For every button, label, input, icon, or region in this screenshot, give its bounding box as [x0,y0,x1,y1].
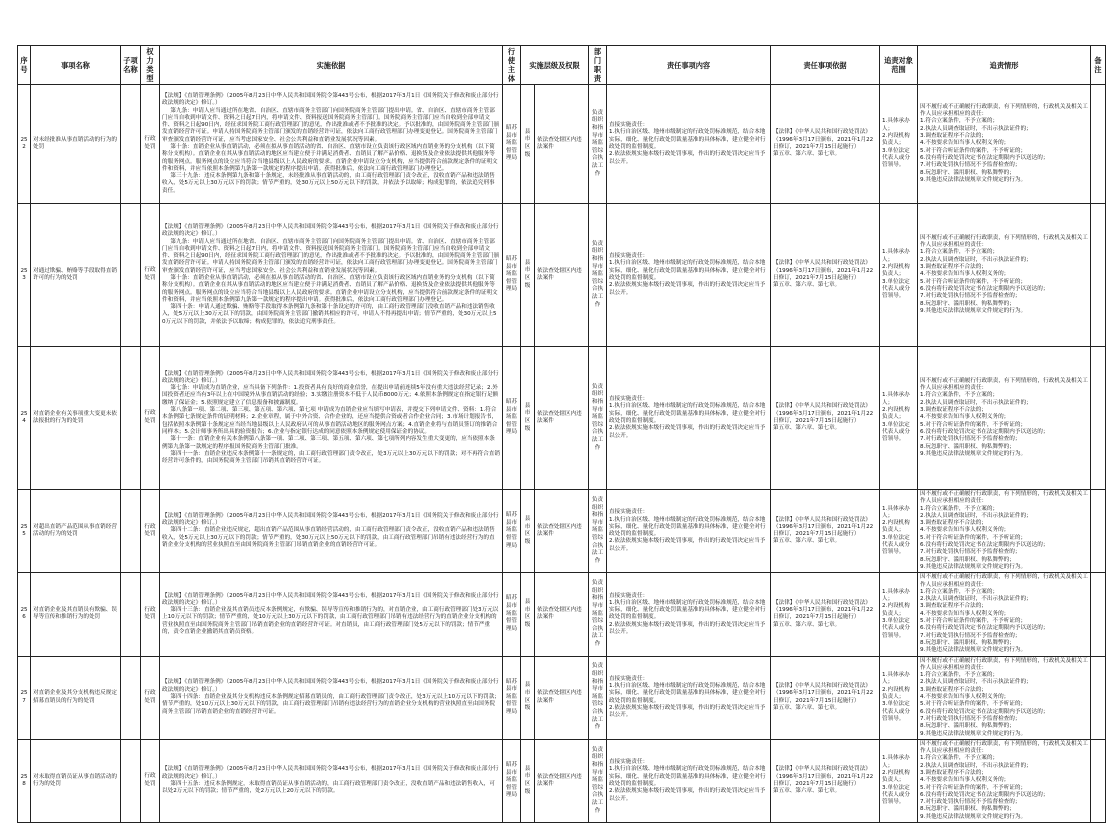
row-account-scope: 1.具体承办人； 2.内设机构负责人； 3.单位法定代表人或分管领导。 [880,490,918,573]
row-resp-content-line: 2.依法依规实施本级行政处罚事项，作出的行政处罚决定应当予以公开。 [609,704,766,719]
row-note [1091,347,1106,490]
row-basis-line: 【法规】《直销管理条例》（2005年8月23日中华人民共和国国务院令第443号公布，根据2017年3月1日《国务院关于修改和废止部分行政法规的决定》修订。） [162,223,499,238]
row-account-situation-line: 7.对行政处罚执行情况不予监督检查的； [920,632,1021,639]
row-seq: 254 [18,347,31,490]
row-dept: 负责组织和指导市场监管综合执法工作 [589,85,607,204]
row-account-situation-line: 6.没有将行政处罚决定书在法定期限内予以送达的； [920,542,1049,549]
row-account-situation-line: 4.不按要求告知当事人权利义务的； [920,271,1010,278]
row-basis-line: 【法规】《直销管理条例》（2005年8月23日中华人民共和国国务院令第443号公布，根据2017年3月1日《国务院关于修改和废止部分行政法规的决定》修订。） [162,512,499,527]
row-resp-content-line: 2.依法依规实施本级行政处罚事项，作出的行政处罚决定应当予以公开。 [609,151,766,165]
row-resp-basis: 【法律】《中华人民共和国行政处罚法》（1996年3月17日颁布，2021年1月22日修订，2021年7月15日起施行） 第五章、第六章、第七章。 [771,347,880,490]
row-resp-basis: 【法律】《中华人民共和国行政处罚法》（1996年3月17日颁布，2021年1月22日修订，2021年7月15日起施行） 第五章、第六章、第七章。 [771,204,880,347]
row-level-col: 县市区级 [521,204,535,347]
header-account-situation: 追责情形 [918,46,1091,85]
row-account-situation-line: 因不履行或不正确履行行政职责，有下列情形的，行政机关及相关工作人员应承担相应的责任： [920,491,1088,505]
row-seq: 253 [18,204,31,347]
row-account-situation-line: 因不履行或不正确履行行政职责，有下列情形的，行政机关及相关工作人员应承担相应的责任： [920,377,1088,392]
row-resp-content [607,85,771,204]
row-account-situation-line: 3.调查取证程序不合法的； [920,603,987,610]
row-account-situation [918,347,1091,490]
row-resp-content-line: 直接实施责任： [609,592,649,599]
row-subject: 昭苏县市场监督管理局 [503,573,521,656]
row-account-situation-line: 5.对于符合听证条件的案件，不予听证的； [920,534,1027,541]
row-power-type: 行政处罚 [141,347,160,490]
row-item-name: 对未取得直销员证从事直销活动的行为的处罚 [31,739,121,822]
row-account-situation-line: 2.执法人员调查取证时，不出示执法证件的； [920,596,1032,603]
row-resp-content-line: 1.执行自治区级、地州市级制定的行政处罚标准规范，结合本地实际，细化、量化行政处罚裁量基准的具体标准，建立健全对行政处罚的监督制度。 [609,516,766,538]
row-level-detail: 依法查处辖区内违法案件 [535,573,589,656]
header-level: 实施层级及权限 [521,46,589,85]
row-resp-content-line: 2.依法依规实施本级行政处罚事项，作出的行政处罚决定应当予以公开。 [609,282,766,296]
row-resp-content-line: 1.执行自治区级、地州市级制定的行政处罚标准规范，结合本地实际，细化、量化行政处罚裁量基准的具体标准，建立健全对行政处罚的监督制度。 [609,403,766,424]
row-account-situation-line: 1.符合立案条件，不予立案的； [920,588,999,595]
row-basis-line: 第四十五条：违反本条例规定，未取得直销员证从事直销活动的，由工商行政管理部门责令改正，没收直销产品和违法销售收入，可以处2万元以下的罚款；情节严重的，处2万元以上20万元以下的罚款。 [162,780,495,795]
row-item-name: 对通过欺骗、贿赂等手段取得直销许可的行为的处罚 [31,204,121,347]
row-item-name: 对直销企业有关事项重大变更未依法报批的行为的处罚 [31,347,121,490]
row-account-situation-line: 8.玩忽职守、滥用职权、徇私舞弊的； [920,169,1015,176]
row-dept: 负责组织和指导市场监管综合执法工作 [589,656,607,739]
row-account-situation-line: 9.其他违反法律法规规章文件规定的行为。 [920,563,1027,570]
row-level-col: 县市区级 [521,656,535,739]
row-basis-line: 【法规】《直销管理条例》（2005年8月23日中华人民共和国国务院令第443号公布，根据2017年3月1日《国务院关于修改和废止部分行政法规的决定》修订。） [162,766,499,780]
row-account-situation-line: 6.没有将行政处罚决定书在法定期限内予以送达的； [920,708,1049,715]
row-account-situation-line: 8.玩忽职守、滥用职权、徇私舞弊的； [920,723,1015,730]
row-resp-content [607,656,771,739]
row-basis-line: 第十条：直销企业从事直销活动，必须在拟从事直销活动的省、自治区、直辖市设立负责该行政区域内直销业务的分支机构（以下简称分支机构）。直销企业在其从事直销活动的地区应当建立便于并满足消费者、直销员了解产品价格、退换货及企业依法提供其他服务等的服务网点。服务网点的设立应当符合当地县级以上人民政府的要求。直销企业申请设立分支机构，应当提供符合前款规定条件的证明文件和资料，并应当依照本条例第九条第一款规定的程序提出申请。获得批准后，依法向工商行政管理部门办理登记。 [162,275,498,303]
row-note [1091,656,1106,739]
row-item-name: 对直销企业及其分支机构违反规定招募直销员的行为的处罚 [31,656,121,739]
row-account-situation-line: 4.不按要求告知当事人权利义务的； [920,527,1010,534]
row-account-situation-line: 3.调查取证程序不合法的； [920,264,987,271]
row-account-situation-line: 1.符合立案条件，不予立案的； [920,249,999,256]
row-account-situation-line: 9.其他违反法律法规规章文件规定的行为。 [920,730,1027,737]
row-account-situation [918,739,1091,822]
row-account-situation-line: 2.执法人员调查取证时，不出示执法证件的； [920,679,1032,686]
row-note [1091,739,1106,822]
row-level-col: 县市区级 [521,347,535,490]
row-basis-line: 第三十九条：违反本条例第九条和第十条规定，未经批准从事直销活动的，由工商行政管理部门责令改正，没收直销产品和违法销售收入，处5万元以上30万元以下的罚款；情节严重的，处30万元以上50万元以下的罚款，并依法予以取缔；构成犯罪的，依法追究刑事责任。 [162,173,495,194]
row-resp-content-line: 1.执行自治区级、地州市级制定的行政处罚标准规范，结合本地实际，细化、量化行政处罚裁量基准的具体标准，建立健全对行政处罚的监督制度。 [609,260,766,281]
row-level-col: 县市区级 [521,490,535,573]
row-account-situation-line: 8.玩忽职守、滥用职权、徇私舞弊的； [920,300,1015,307]
row-account-situation-line: 7.对行政处罚执行情况不予监督检查的； [920,436,1021,443]
row-account-situation-line: 9.其他违反法律法规规章文件规定的行为。 [920,176,1027,183]
row-subject: 昭苏县市场监督管理局 [503,656,521,739]
row-resp-content-line: 1.执行自治区级、地州市级制定的行政处罚标准规范，结合本地实际，细化、量化行政处罚裁量基准的具体标准，建立健全对行政处罚的监督制度。 [609,599,766,621]
row-level-detail: 依法查处辖区内违法案件 [535,739,589,822]
row-account-situation [918,656,1091,739]
row-account-situation-line: 7.对行政处罚执行情况不予监督检查的； [920,549,1021,556]
row-resp-content-line: 直接实施责任： [609,396,649,403]
row-account-situation-line: 9.其他违反法律法规规章文件规定的行为。 [920,647,1027,654]
row-resp-content [607,573,771,656]
table-header-row [18,46,1106,85]
header-power-type: 权力类型 [141,46,160,85]
row-account-situation-line: 8.玩忽职守、滥用职权、徇私舞弊的； [920,443,1015,450]
row-resp-content-line: 2.依法依规实施本级行政处罚事项，作出的行政处罚决定应当予以公开。 [609,425,766,439]
row-resp-content-line: 1.执行自治区级、地州市级制定的行政处罚标准规范，结合本地实际，细化、量化行政处罚裁量基准的具体标准，建立健全对行政处罚的监督制度。 [609,129,766,150]
row-account-scope: 1.具体承办人； 2.内设机构负责人； 3.单位法定代表人或分管领导。 [880,204,918,347]
row-level-detail: 依法查处辖区内违法案件 [535,490,589,573]
row-sub-item [121,490,141,573]
row-resp-content [607,739,771,822]
row-level-col: 县市区级 [521,573,535,656]
row-account-situation-line: 6.没有将行政处罚决定书在法定期限内予以送达的； [920,285,1049,292]
row-level-col: 县市区级 [521,739,535,822]
row-account-situation-line: 2.执法人员调查取证时，不出示执法证件的； [920,762,1032,769]
row-account-situation-line: 3.调查取证程序不合法的； [920,769,987,776]
row-account-situation-line: 因不履行或不正确履行行政职责，有下列情形的，行政机关及相关工作人员应承担相应的责任： [920,103,1088,118]
row-dept: 负责组织和指导市场监管综合执法工作 [589,204,607,347]
row-level-detail: 依法查处辖区内违法案件 [535,656,589,739]
row-account-situation-line: 1.符合立案条件，不予立案的； [920,672,999,679]
header-sub-item: 子项名称 [121,46,141,85]
row-basis-line: 第四十二条：直销企业违反规定，超出直销产品范围从事直销经营活动的，由工商行政管理部门责令改正，没收直销产品和违法销售收入，处5万元以上30万元以下的罚款；情节严重的，处30万元以上50万元以下的罚款，由工商行政管理部门吊销有违法经营行为的直销企业分支机构的营业执照直至由国务院商务主管部门吊销直销企业的直销经营许可证。 [162,527,495,549]
row-account-situation-line: 2.执法人员调查取证时，不出示执法证件的； [920,399,1032,406]
row-resp-content [607,347,771,490]
row-account-situation-line: 3.调查取证程序不合法的； [920,407,987,414]
row-note [1091,573,1106,656]
row-account-situation-line: 1.符合立案条件，不予立案的； [920,118,999,125]
row-power-type: 行政处罚 [141,656,160,739]
table-row [18,204,1106,347]
row-basis-line: 第四十四条：直销企业及其分支机构违反本条例规定招募直销员的，由工商行政管理部门责令改正，处3万元以上10万元以下的罚款；情节严重的，处10万元以上30万元以下的罚款，由工商行政管理部门吊销有违法经营行为的直销企业分支机构的营业执照直至由国务院商务主管部门吊销直销企业的直销经营许可证。 [162,694,500,715]
table-row [18,85,1106,204]
row-resp-content-line: 直接实施责任： [609,675,649,682]
row-account-situation-line: 9.其他违反法律法规规章文件规定的行为。 [920,813,1027,820]
row-account-situation-line: 1.符合立案条件，不予立案的； [920,755,999,762]
row-account-situation-line: 2.执法人员调查取证时，不出示执法证件的； [920,256,1032,263]
row-resp-basis: 【法律】《中华人民共和国行政处罚法》（1996年3月17日颁布，2021年1月22日修订，2021年7月15日起施行） 第五章、第六章、第七章。 [771,739,880,822]
row-resp-content-line: 直接实施责任： [609,253,649,260]
row-level-detail: 依法查处辖区内违法案件 [535,85,589,204]
row-account-situation-line: 因不履行或不正确履行行政职责，有下列情形的，行政机关及相关工作人员应承担相应的责任： [920,740,1088,755]
row-resp-content-line: 直接实施责任： [609,759,649,766]
row-item-name: 对超出直销产品范围从事直销经营活动的行为的处罚 [31,490,121,573]
row-subject: 昭苏县市场监督管理局 [503,490,521,573]
row-account-situation-line: 6.没有将行政处罚决定书在法定期限内予以送达的； [920,154,1049,161]
row-note [1091,204,1106,347]
row-basis-line: 第七条：申请成为直销企业，应当具备下列条件：1.投资者具有良好的商业信誉，在提出申请前连续5年没有重大违法经营记录；2.外国投资者还应当有3年以上在中国境外从事直销活动的经验；3.实缴注册资本不低于人民币8000万元；4.依照本条例规定在指定银行足额缴纳了保证金；5.依照规定建立了信息报备和披露制度。 [162,385,499,406]
row-account-situation-line: 3.调查取证程序不合法的； [920,520,987,527]
row-sub-item [121,347,141,490]
table-row [18,656,1106,739]
row-account-situation-line: 4.不按要求告知当事人权利义务的； [920,694,1010,701]
row-account-scope: 1.具体承办人； 2.内设机构负责人； 3.单位法定代表人或分管领导。 [880,739,918,822]
row-resp-content-line: 2.依法依规实施本级行政处罚事项，作出的行政处罚决定应当予以公开。 [609,788,766,802]
table-row [18,573,1106,656]
row-basis-line: 第九条：申请人应当通过所在地省、自治区、直辖市商务主管部门向国务院商务主管部门提出申请。省、自治区、直辖市商务主管部门应当自收到申请文件、资料之日起7日内，将申请文件、资料报送国务院商务主管部门。国务院商务主管部门应当自收到全部申请文件、资料之日起90日内，经征求国务院工商行政管理部门的意见，作出批准或者不予批准的决定。予以批准的，由国务院商务主管部门颁发直销经营许可证。申请人持国务院商务主管部门颁发的直销经营许可证，依法向工商行政管理部门办理变更登记。国务院商务主管部门审查颁发直销经营许可证，应当考虑国家安全、社会公共利益和直销业发展状况等因素。 [162,238,500,274]
row-basis-line: 【法规】《直销管理条例》（2005年8月23日中华人民共和国国务院令第443号公布，根据2017年3月1日《国务院关于修改和废止部分行政法规的决定》修订。） [162,370,499,384]
row-resp-content-line: 1.执行自治区级、地州市级制定的行政处罚标准规范，结合本地实际，细化、量化行政处罚裁量基准的具体标准，建立健全对行政处罚的监督制度。 [609,683,766,704]
header-account-scope: 追责对象范围 [880,46,918,85]
row-account-situation-line: 3.调查取证程序不合法的； [920,686,987,693]
row-basis-line: 【法规】《直销管理条例》（2005年8月23日中华人民共和国国务院令第443号公布，根据2017年3月1日《国务院关于修改和废止部分行政法规的决定》修订。） [162,592,499,606]
header-resp-content: 责任事项内容 [607,46,771,85]
row-account-situation [918,490,1091,573]
row-account-situation-line: 6.没有将行政处罚决定书在法定期限内予以送达的； [920,625,1049,632]
header-note: 备注 [1091,46,1106,85]
row-account-situation-line: 8.玩忽职守、滥用职权、徇私舞弊的； [920,639,1015,646]
row-basis [160,490,503,573]
row-account-situation-line: 5.对于符合听证条件的案件，不予听证的； [920,147,1027,154]
row-basis-line: 第四十三条：直销企业及其直销员违反本条例规定，有欺骗、误导等宣传和推销行为的，对直销企业，由工商行政管理部门处3万元以上10万元以下的罚款；情节严重的，处10万元以上30万元以下的罚款，由工商行政管理部门吊销有违法经营行为的直销企业分支机构的营业执照直至由国务院商务主管部门吊销直销企业的直销经营许可证。对直销员，由工商行政管理部门处5万元以下的罚款；情节严重的，责令直销企业撤销其直销员资格。 [162,607,499,635]
row-basis-line: 【法规】《直销管理条例》（2005年8月23日中华人民共和国国务院令第443号公布，根据2017年3月1日《国务院关于修改和废止部分行政法规的决定》修订。） [162,92,499,107]
power-list-table [17,45,1106,823]
row-account-situation-line: 5.对于符合听证条件的案件，不予听证的； [920,421,1027,428]
row-basis-line: 第十一条：直销企业有关本条例第八条第一项、第二项、第三项、第五项、第六项、第七项所列内容发生重大变更的，应当依照本条例第九条第一款规定的程序报国务院商务主管部门批准。 [162,436,495,450]
row-resp-basis: 【法律】《中华人民共和国行政处罚法》（1996年3月17日颁布，2021年1月22日修订，2021年7月15日起施行） 第五章、第六章、第七章。 [771,656,880,739]
row-resp-content-line: 直接实施责任： [609,509,649,516]
row-basis-line: 第四十一条：直销企业违反本条例第十一条规定的，由工商行政管理部门责令改正，处3万元以上30万元以下的罚款；对不再符合直销经营许可条件的，由国务院商务主管部门吊销其直销经营许可证。 [162,450,500,465]
row-resp-content-line: 1.执行自治区级、地州市级制定的行政处罚标准规范，结合本地实际，细化、量化行政处罚裁量基准的具体标准，建立健全对行政处罚的监督制度。 [609,766,766,787]
row-dept: 负责组织和指导市场监管综合执法工作 [589,739,607,822]
row-account-situation-line: 7.对行政处罚执行情况不予监督检查的； [920,293,1021,300]
header-resp-basis: 责任事项依据 [771,46,880,85]
row-account-scope: 1.具体承办人； 2.内设机构负责人； 3.单位法定代表人或分管领导。 [880,347,918,490]
row-basis [160,85,503,204]
row-power-type: 行政处罚 [141,85,160,204]
row-resp-content [607,490,771,573]
row-account-situation-line: 因不履行或不正确履行行政职责，有下列情形的，行政机关及相关工作人员应承担相应的责任： [920,657,1088,671]
row-account-situation-line: 5.对于符合听证条件的案件，不予听证的； [920,784,1027,791]
table-body [18,85,1106,823]
row-sub-item [121,204,141,347]
row-basis-line: 第四十条：申请人通过欺骗、贿赂等手段取得本条例第九条和第十条设定的许可的，由工商行政管理部门没收直销产品和违法销售收入，处5万元以上30万元以下的罚款，由国务院商务主管部门撤销其相应的许可，申请人不得再提出申请；情节严重的，处30万元以上50万元以下的罚款，并依法予以取缔；构成犯罪的，依法追究刑事责任。 [162,304,497,325]
row-item-name: 对直销企业及其直销员有欺骗、误导等宣传和推销行为的处罚 [31,573,121,656]
row-account-situation-line: 4.不按要求告知当事人权利义务的； [920,610,1010,617]
row-account-situation-line: 6.没有将行政处罚决定书在法定期限内予以送达的； [920,428,1049,435]
row-account-situation-line: 7.对行政处罚执行情况不予监督检查的； [920,162,1021,169]
row-subject: 昭苏县市场监督管理局 [503,85,521,204]
row-seq: 252 [18,85,31,204]
row-basis [160,204,503,347]
row-basis-line: 第八条第一项、第二项、第三项、第五项、第六项、第七项 申请成为直销企业应当填写申请表，并提交下列申请文件、资料：1.符合本条例第七条规定条件的证明材料；2.企业章程，属于中外合资、合作企业的，还应当提供合资或者合作企业合同；3.市场计划报告书，包括依照本条例第十条规定应当经当地县级以上人民政府认可的从事直销活动地区的服务网点方案；4.直销企业将与直销员签订的推销合同样本；5.会计师事务所出具的验资报告；6.企业与指定银行达成的同意依照本条例规定使用保证金的协议。 [162,407,498,435]
header-dept: 部门职责 [589,46,607,85]
row-account-situation-line: 因不履行或不正确履行行政职责，有下列情形的，行政机关及相关工作人员应承担相应的责任： [920,574,1088,588]
row-sub-item [121,85,141,204]
row-level-detail: 依法查处辖区内违法案件 [535,204,589,347]
header-item-name: 事项名称 [31,46,121,85]
row-account-situation-line: 9.其他违反法律法规规章文件规定的行为。 [920,450,1027,457]
row-basis [160,656,503,739]
row-seq: 258 [18,739,31,822]
row-resp-content-line: 2.依法依规实施本级行政处罚事项，作出的行政处罚决定应当予以公开。 [609,538,766,552]
row-basis-line: 第九条：申请人应当通过所在地省、自治区、直辖市商务主管部门向国务院商务主管部门提出申请。省、自治区、直辖市商务主管部门应当自收到申请文件、资料之日起7日内，将申请文件、资料报送国务院商务主管部门。国务院商务主管部门应当自收到全部申请文件、资料之日起90日内，经征求国务院工商行政管理部门的意见，作出批准或者不予批准的决定。予以批准的，由国务院商务主管部门颁发直销经营许可证。申请人持国务院商务主管部门颁发的直销经营许可证，依法向工商行政管理部门办理变更登记。国务院商务主管部门审查颁发直销经营许可证，应当考虑国家安全、社会公共利益和直销业发展状况等因素。 [162,107,500,143]
row-account-scope: 1.具体承办人； 2.内设机构负责人； 3.单位法定代表人或分管领导。 [880,656,918,739]
row-account-situation-line: 5.对于符合听证条件的案件，不予听证的； [920,618,1027,625]
header-seq: 序号 [18,46,31,85]
row-sub-item [121,573,141,656]
row-resp-content-line: 2.依法依规实施本级行政处罚事项，作出的行政处罚决定应当予以公开。 [609,621,766,635]
row-account-situation-line: 6.没有将行政处罚决定书在法定期限内予以送达的； [920,791,1049,798]
row-account-situation-line: 3.调查取证程序不合法的； [920,133,987,140]
row-seq: 257 [18,656,31,739]
row-level-col: 县市区级 [521,85,535,204]
row-account-situation-line: 7.对行政处罚执行情况不予监督检查的； [920,715,1021,722]
row-basis-line: 【法规】《直销管理条例》（2005年8月23日中华人民共和国国务院令第443号公布，根据2017年3月1日《国务院关于修改和废止部分行政法规的决定》修订。） [162,679,499,693]
row-account-situation [918,573,1091,656]
row-account-situation [918,85,1091,204]
row-sub-item [121,656,141,739]
row-item-name: 对未经批准从事直销活动的行为的处罚 [31,85,121,204]
row-account-situation-line: 7.对行政处罚执行情况不予监督检查的； [920,799,1021,806]
row-account-situation-line: 2.执法人员调查取证时，不出示执法证件的； [920,125,1032,132]
row-account-situation-line: 4.不按要求告知当事人权利义务的； [920,414,1010,421]
row-basis [160,347,503,490]
table-row [18,347,1106,490]
row-account-situation-line: 5.对于符合听证条件的案件，不予听证的； [920,701,1027,708]
row-resp-basis: 【法律】《中华人民共和国行政处罚法》（1996年3月17日颁布，2021年1月22日修订，2021年7月15日起施行） 第五章、第六章、第七章。 [771,85,880,204]
table-row [18,739,1106,822]
row-power-type: 行政处罚 [141,739,160,822]
document-page [17,45,1105,820]
row-dept: 负责组织和指导市场监管综合执法工作 [589,490,607,573]
row-account-situation-line: 1.符合立案条件，不予立案的； [920,392,999,399]
row-account-situation-line: 4.不按要求告知当事人权利义务的； [920,777,1010,784]
row-basis-line: 第十条：直销企业从事直销活动，必须在拟从事直销活动的省、自治区、直辖市设立负责该行政区域内直销业务的分支机构（以下简称分支机构）。直销企业在其从事直销活动的地区应当建立便于并满足消费者、直销员了解产品价格、退换货及企业依法提供其他服务等的服务网点。服务网点的设立应当符合当地县级以上人民政府的要求。直销企业申请设立分支机构，应当提供符合前款规定条件的证明文件和资料，并应当依照本条例第九条第一款规定的程序提出申请。获得批准后，依法向工商行政管理部门办理登记。 [162,144,498,172]
header-basis: 实施依据 [160,46,503,85]
row-resp-basis: 【法律】《中华人民共和国行政处罚法》（1996年3月17日颁布，2021年1月22日修订，2021年7月15日起施行） 第五章、第六章、第七章。 [771,573,880,656]
row-account-situation-line: 8.玩忽职守、滥用职权、徇私舞弊的； [920,806,1015,813]
row-resp-content-line: 直接实施责任： [609,122,649,129]
row-note [1091,85,1106,204]
row-level-detail: 依法查处辖区内违法案件 [535,347,589,490]
row-account-scope: 1.具体承办人； 2.内设机构负责人； 3.单位法定代表人或分管领导。 [880,85,918,204]
table-row [18,490,1106,573]
row-account-situation-line: 因不履行或不正确履行行政职责，有下列情形的，行政机关及相关工作人员应承担相应的责任： [920,234,1088,249]
row-resp-content [607,204,771,347]
row-account-situation-line: 4.不按要求告知当事人权利义务的； [920,140,1010,147]
header-subject: 行使主体 [503,46,521,85]
row-account-situation-line: 5.对于符合听证条件的案件，不予听证的； [920,278,1027,285]
row-account-situation-line: 9.其他违反法律法规规章文件规定的行为。 [920,307,1027,314]
row-seq: 256 [18,573,31,656]
row-account-situation-line: 1.符合立案条件，不予立案的； [920,505,999,512]
row-account-situation [918,204,1091,347]
row-basis [160,739,503,822]
row-basis [160,573,503,656]
row-dept: 负责组织和指导市场监管综合执法工作 [589,573,607,656]
row-dept: 负责组织和指导市场监管综合执法工作 [589,347,607,490]
row-subject: 昭苏县市场监督管理局 [503,204,521,347]
row-sub-item [121,739,141,822]
row-subject: 昭苏县市场监督管理局 [503,739,521,822]
row-note [1091,490,1106,573]
row-power-type: 行政处罚 [141,490,160,573]
row-seq: 255 [18,490,31,573]
row-power-type: 行政处罚 [141,573,160,656]
row-power-type: 行政处罚 [141,204,160,347]
row-account-situation-line: 2.执法人员调查取证时，不出示执法证件的； [920,512,1032,519]
row-account-scope: 1.具体承办人； 2.内设机构负责人； 3.单位法定代表人或分管领导。 [880,573,918,656]
row-subject: 昭苏县市场监督管理局 [503,347,521,490]
row-account-situation-line: 8.玩忽职守、滥用职权、徇私舞弊的； [920,556,1015,563]
row-resp-basis: 【法律】《中华人民共和国行政处罚法》（1996年3月17日颁布，2021年1月22日修订，2021年7月15日起施行） 第五章、第六章、第七章。 [771,490,880,573]
